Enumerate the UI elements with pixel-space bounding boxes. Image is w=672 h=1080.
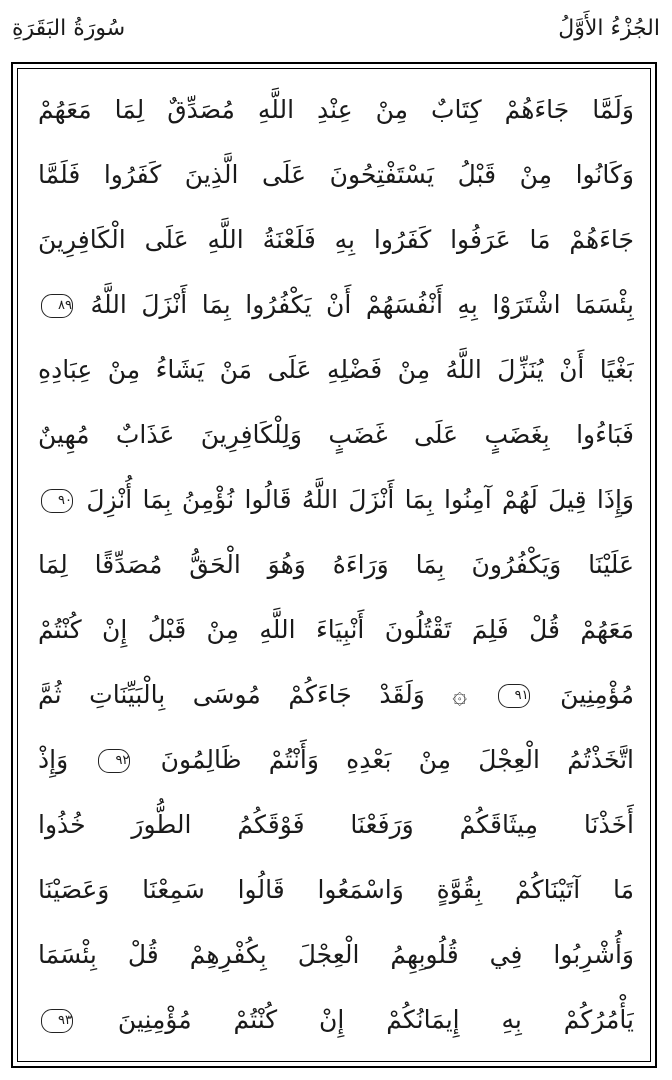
verse-line-4	[38, 277, 634, 333]
ayah-number: ٨٩	[58, 298, 72, 313]
verse-line-text: بِئْسَمَا اشْتَرَوْا بِهِ أَنْفُسَهُمْ أَنْ يَكْفُرُوا بِمَا أَنْزَلَ اللَّهُ	[90, 290, 634, 319]
page-header	[0, 0, 672, 62]
ayah-number-marker	[98, 749, 130, 773]
verse-line-text: مَا آتَيْنَاكُمْ بِقُوَّةٍ وَاسْمَعُوا قَالُوا سَمِعْنَا وَعَصَيْنَا	[38, 875, 634, 904]
verse-line-text: مُؤْمِنِينَ	[560, 680, 634, 709]
ayah-number: ٩١	[514, 688, 529, 703]
ayah-number: ٩٠	[58, 493, 72, 508]
verse-line-13	[38, 862, 634, 918]
verse-line-text: وَإِذَا قِيلَ لَهُمْ آمِنُوا بِمَا أَنْزَلَ اللَّهُ قَالُوا نُؤْمِنُ بِمَا أُنْزِلَ	[86, 485, 634, 514]
verse-line-6	[38, 407, 634, 463]
verse-line-2	[38, 147, 634, 203]
ayah-number-marker	[41, 489, 73, 513]
ayah-number-marker	[41, 1009, 73, 1033]
verse-line-12	[38, 797, 634, 853]
ayah-number: ٩٢	[115, 753, 130, 768]
verse-line-11	[38, 732, 634, 788]
surah-title: سُورَةُ البَقَرَةِ	[12, 16, 126, 41]
verse-line-text: وَلَمَّا جَاءَهُمْ كِتَابٌ مِنْ عِنْدِ اللَّهِ مُصَدِّقٌ لِمَا مَعَهُمْ	[38, 95, 634, 124]
verse-line-1	[38, 82, 634, 138]
verse-line-text: أَخَذْنَا مِيثَاقَكُمْ وَرَفَعْنَا فَوْقَكُمُ الطُّورَ خُذُوا	[38, 810, 634, 839]
verse-line-text: فَبَاءُوا بِغَضَبٍ عَلَى غَضَبٍ وَلِلْكَافِرِينَ عَذَابٌ مُهِينٌ	[38, 420, 634, 449]
verse-line-10	[38, 667, 634, 723]
ayah-number-marker	[41, 294, 73, 318]
verse-line-text: اتَّخَذْتُمُ الْعِجْلَ مِنْ بَعْدِهِ وَأَنْتُمْ ظَالِمُونَ	[160, 745, 634, 774]
ayah-number-marker	[498, 684, 530, 708]
verse-line-text: بَغْيًا أَنْ يُنَزِّلَ اللَّهُ مِنْ فَضْلِهِ عَلَى مَنْ يَشَاءُ مِنْ عِبَادِهِ	[38, 355, 634, 384]
verse-line-7	[38, 472, 634, 528]
verse-line-text: يَأْمُرُكُمْ بِهِ إِيمَانُكُمْ إِنْ كُنْتُمْ مُؤْمِنِينَ	[117, 1005, 634, 1034]
verse-line-3	[38, 212, 634, 268]
verse-line-8	[38, 537, 634, 593]
verse-line-text: وَأُشْرِبُوا فِي قُلُوبِهِمُ الْعِجْلَ بِكُفْرِهِمْ قُلْ بِئْسَمَا	[38, 940, 634, 969]
verse-line-text: جَاءَهُمْ مَا عَرَفُوا كَفَرُوا بِهِ فَلَعْنَةُ اللَّهِ عَلَى الْكَافِرِينَ	[38, 225, 634, 254]
verse-line-text: وَكَانُوا مِنْ قَبْلُ يَسْتَفْتِحُونَ عَلَى الَّذِينَ كَفَرُوا فَلَمَّا	[38, 160, 634, 189]
verse-line-5	[38, 342, 634, 398]
verse-line-text: ۞ وَلَقَدْ جَاءَكُمْ مُوسَى بِالْبَيِّنَاتِ ثُمَّ	[38, 680, 468, 709]
verse-line-15	[38, 992, 634, 1048]
verse-line-text: مَعَهُمْ قُلْ فَلِمَ تَقْتُلُونَ أَنْبِيَاءَ اللَّهِ مِنْ قَبْلُ إِنْ كُنْتُمْ	[38, 615, 634, 644]
verse-line-9	[38, 602, 634, 658]
verse-line-text: وَإِذْ	[38, 745, 69, 774]
verse-line-14	[38, 927, 634, 983]
juz-title: الجُزْءُ الأَوَّلُ	[558, 16, 660, 41]
ayah-number: ٩٣	[58, 1013, 72, 1028]
verse-line-text: عَلَيْنَا وَيَكْفُرُونَ بِمَا وَرَاءَهُ وَهُوَ الْحَقُّ مُصَدِّقًا لِمَا	[38, 550, 634, 579]
